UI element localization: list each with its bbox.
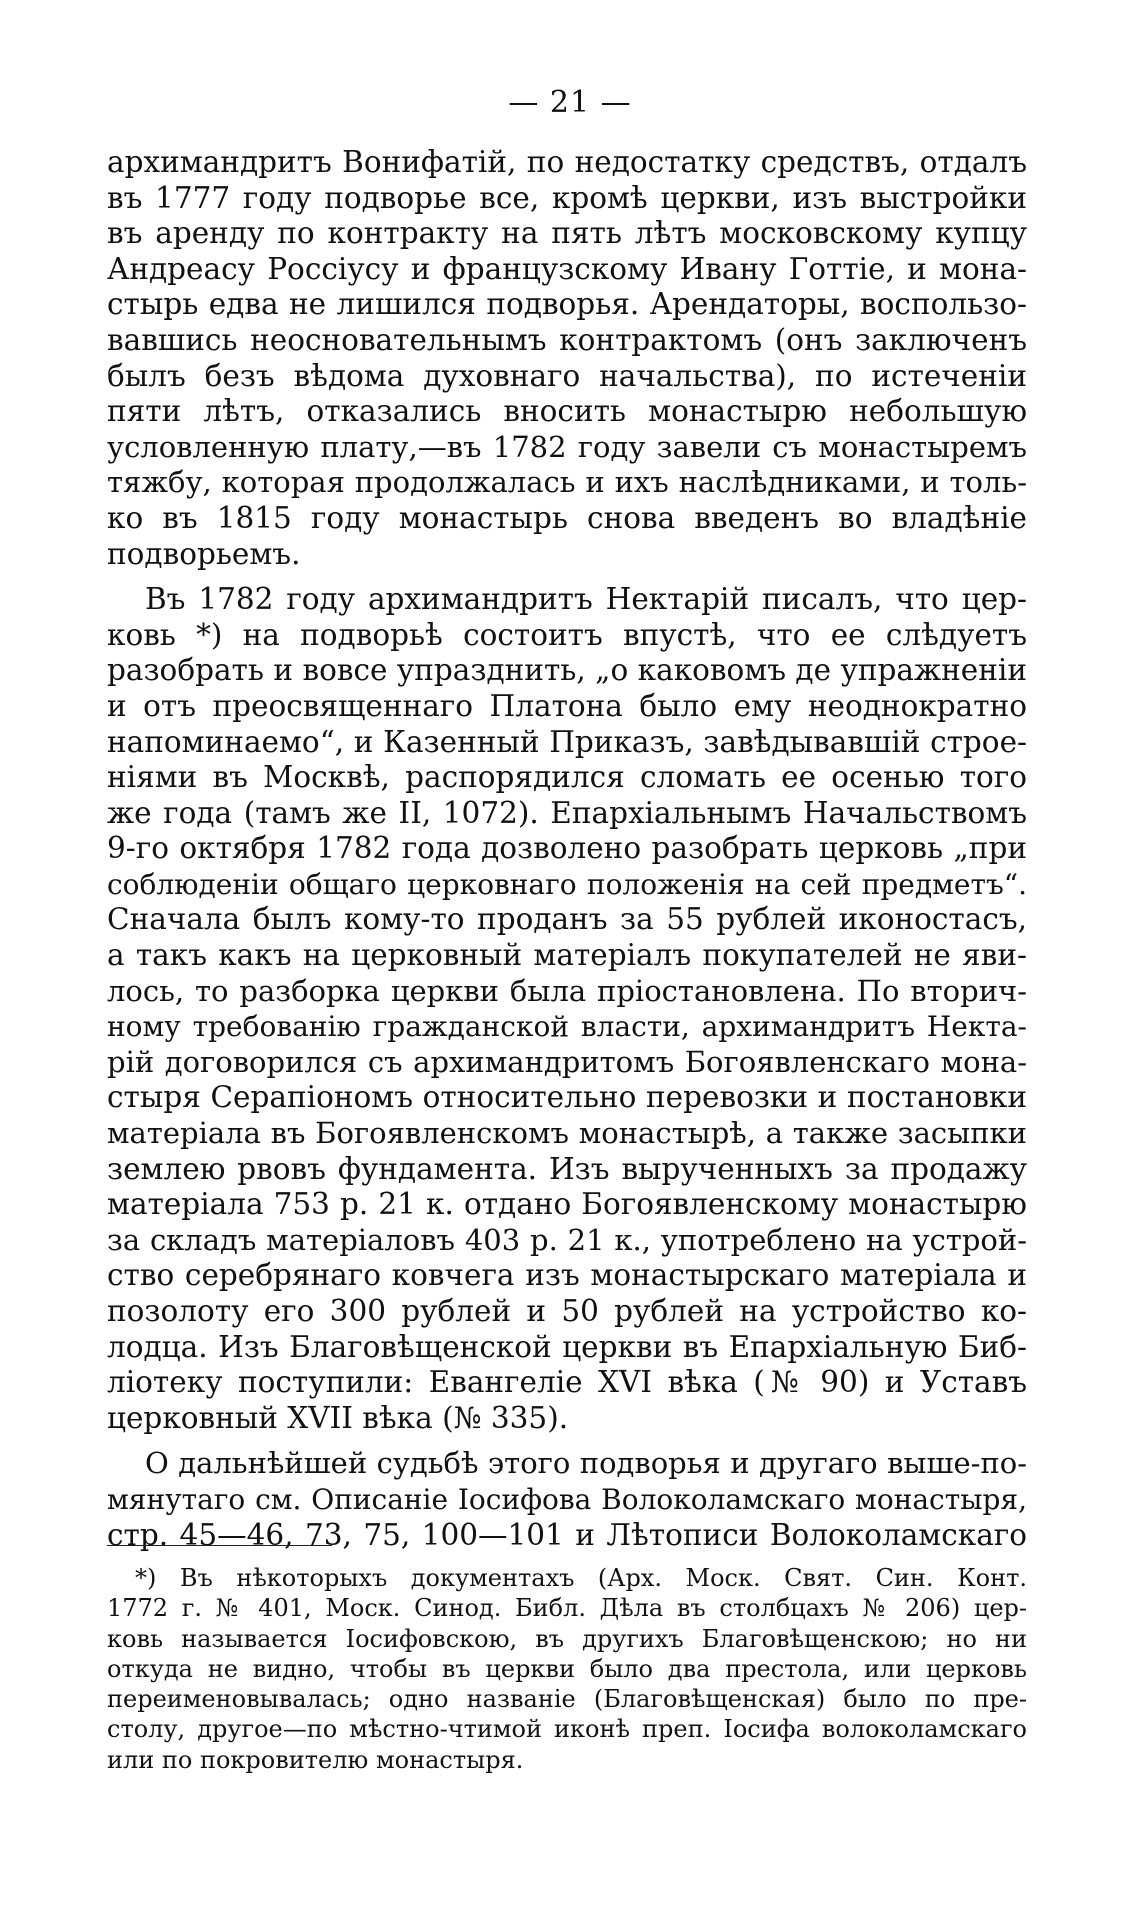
text-line: ніями въ Москвѣ, распорядился сломать ее осенью того [107,760,1027,795]
text-line: Сначала былъ кому-то проданъ за 55 рублей иконостасъ, [107,902,1027,937]
text-line: лось, то разборка церкви была пріостановлена. По вторич- [107,973,1027,1008]
footnote-line: ковь называется Іосифовскою, въ другихъ Благовѣщенскою; но ни [107,1624,1027,1653]
text-line: матеріала въ Богоявленскомъ монастырѣ, а также засыпки [107,1116,1027,1151]
text-line: подворьемъ. [107,536,301,571]
footnote-line: переименовывалась; одно названіе (Благовѣщенская) было по пре- [107,1685,1027,1714]
text-line: стр. 45—46, 73, 75, 100—101 и Лѣтописи Волоколамскаго [107,1517,1027,1552]
footnote-line: *) Въ нѣкоторыхъ документахъ (Арх. Моск. Свят. Син. Конт. [135,1564,1027,1592]
paragraph-1 [107,145,1027,572]
text-line: О дальнѣйшей судьбѣ этого подворья и другаго выше-по- [145,1446,1027,1481]
text-line: въ аренду по контракту на пять лѣтъ московскому купцу [107,216,1027,251]
text-line: землею рвовъ фундамента. Изъ вырученныхъ за продажу [107,1151,1027,1186]
text-line: же года (тамъ же II, 1072). Епархіальнымъ Начальствомъ [107,795,1027,830]
text-line: былъ безъ вѣдома духовнаго начальства), по истеченіи [107,358,1027,393]
text-line: напоминаемо“, и Казенный Приказъ, завѣдывавшій строе- [107,724,1027,759]
text-line: ство серебрянаго ковчега изъ монастырскаго матеріала и [107,1258,1027,1293]
text-line: мянутаго см. Описаніе Іосифова Волоколамскаго монастыря, [107,1482,1027,1516]
text-line: пяти лѣтъ, отказались вносить монастырю небольшую [107,394,1027,429]
text-line: стырь едва не лишился подворья. Арендаторы, воспользо- [107,287,1027,322]
text-line: стыря Серапіономъ относительно перевозки и постановки [107,1080,1027,1115]
text-line: Андреасу Россіусу и французскому Ивану Готтіе, и мона- [107,251,1027,286]
footnote-divider [107,1545,332,1546]
text-line: вавшись неосновательнымъ контрактомъ (онъ заключенъ [107,322,1027,357]
footnote [107,1563,1027,1775]
footnote-line: откуда не видно, чтобы въ церкви было два престола, или церковь [107,1654,1027,1683]
main-text [107,145,1027,1553]
paragraph-3 [107,1446,1027,1553]
text-line: за складъ матеріаловъ 403 р. 21 к., употреблено на устрой- [107,1222,1027,1257]
paragraph-2 [107,582,1027,1436]
text-line: рій договорился съ архимандритомъ Богоявленскаго мона- [107,1044,1027,1079]
page-number: — 21 — [508,85,632,120]
text-line: архимандритъ Вонифатій, по недостатку средствъ, отдалъ [107,145,1027,179]
text-line: а такъ какъ на церковный матеріалъ покупателей не яви- [107,938,1027,973]
text-line: условленную плату,—въ 1782 году завели съ монастыремъ [107,429,1027,464]
text-line: лодца. Изъ Благовѣщенской церкви въ Епархіальную Биб- [107,1329,1027,1364]
text-line: разобрать и вовсе упразднить, „о каковомъ де упражненіи [107,653,1027,688]
text-line: соблюденіи общаго церковнаго положенія на сей предметъ“. [107,867,1027,901]
text-line: церковный XVII вѣка (№ 335). [107,1400,569,1435]
text-line: матеріала 753 р. 21 к. отдано Богоявленскому монастырю [107,1187,1027,1222]
text-line: ковь *) на подворьѣ состоитъ впустѣ, что ее слѣдуетъ [107,617,1027,652]
text-line: тяжбу, которая продолжалась и ихъ наслѣдниками, и толь- [107,465,1027,500]
text-line: ко въ 1815 году монастырь снова введенъ во владѣніе [107,500,1027,535]
text-line: позолоту его 300 рублей и 50 рублей на устройство ко- [107,1294,1027,1328]
text-line: и отъ преосвященнаго Платона было ему неоднократно [107,688,1027,723]
footnote-line: столу, другое—по мѣстно-чтимой иконѣ преп. Іосифа волоколамскаго [107,1715,1027,1744]
footnote-line: или по покровителю монастыря. [107,1745,524,1774]
text-line: въ 1777 году подворье все, кромѣ церкви, изъ выстройки [107,180,1027,215]
footnote-line: 1772 г. № 401, Моск. Синод. Библ. Дѣла въ столбцахъ № 206) цер- [107,1594,1027,1623]
text-line: Въ 1782 году архимандритъ Нектарій писалъ, что цер- [145,582,1027,617]
text-line: ному требованію гражданской власти, архимандритъ Некта- [107,1010,1027,1044]
text-line: 9-го октября 1782 года дозволено разобрать церковь „при [107,831,1027,866]
text-line: ліотеку поступили: Евангеліе XVI вѣка (№ 90) и Уставъ [107,1365,1027,1400]
